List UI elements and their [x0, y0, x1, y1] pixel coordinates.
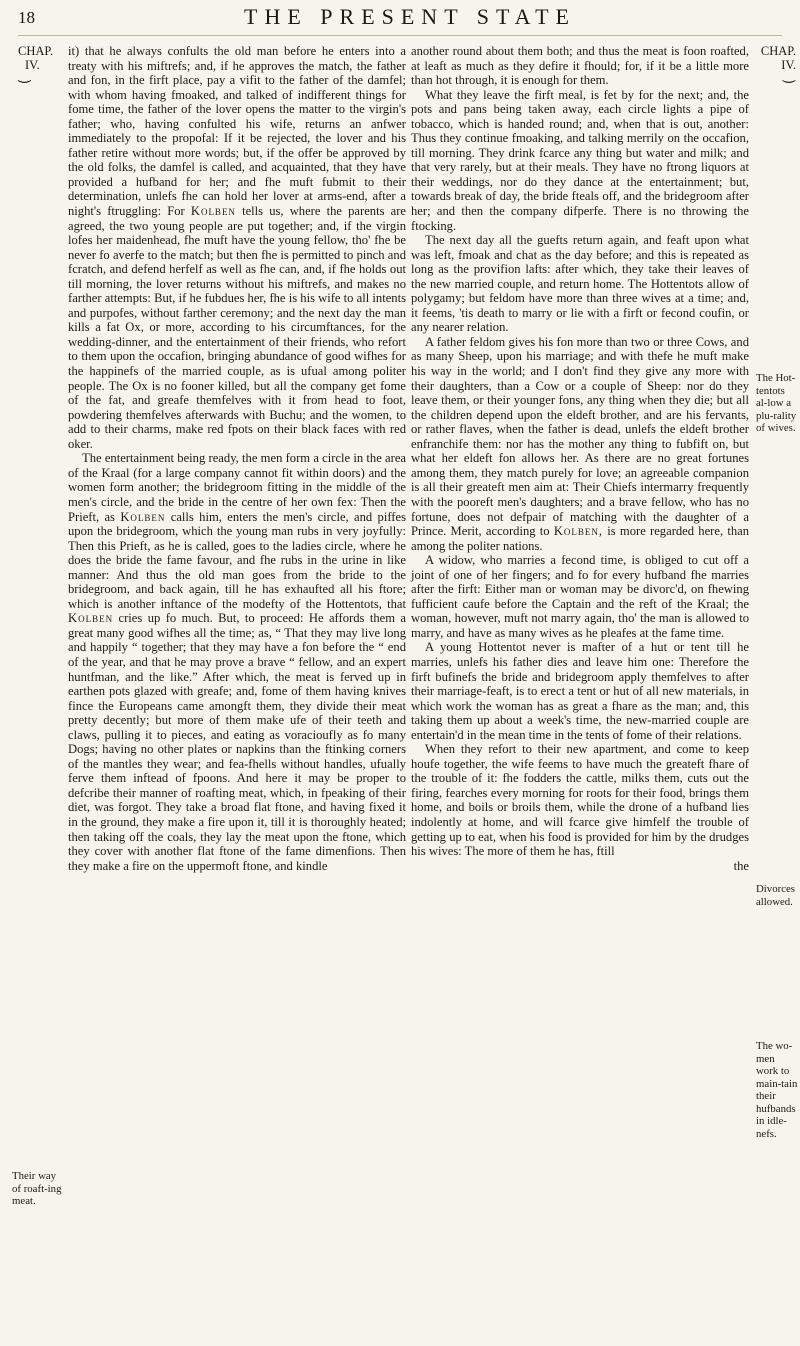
paragraph: When they refort to their new apartment, and come to keep houfe together, the wife feems to have much the greateft fhare of the trouble of it: fhe fodders the cattle, milks them, cuts out the firing, fearches every morning for roots for their food, brings them home, and boils or broils them, while the drone of a hufband lies indolently at home, and will fcarce give himfelf the trouble of getting up to eat, when his food is provided for him by the drudges his wives: The more of them he has, ftill: [411, 742, 749, 859]
margin-note-divorces: Divorces allowed.: [756, 883, 795, 908]
brace-icon: ⏝: [782, 68, 796, 83]
right-column: [411, 44, 749, 873]
paragraph: A father feldom gives his fon more than two or three Cows, and as many Sheep, upon his marriage; and with thefe he muft make his way in the world; and I don't find they give any more with their daughters, than a Cow or a couple of Sheep: nor do they leave them, or their younger fons, any thing when they die; but all the children depend upon the eldeft brother, and are his fervants, or rather flaves, when the father is dead, unlefs the eldeft brother enfranchife them: nor has the mother any thing to fubfift on, but what her eldeft fon allows her. As there are no great fortunes among them, they match purely for love; an agreeable companion is all their greateft men aim at: Their Chiefs intermarry frequently with the pooreft men's daughters; and a brave fellow, who has no fortune, does not defpair of matching with the daughter of a Prince. Merit, according to Kolben, is more regarded here, than among the politer nations.: [411, 334, 750, 553]
chapter-label: CHAP.: [760, 44, 796, 58]
paragraph: it) that he always confults the old man before he enters into a treaty with his miftrefs; and, if he approves the match, the father and fon, in the firft place, pay a vifit to the father of the damfel; with whom having fmoaked, and talked of indifferent things for fome time, the father of the lover opens the matter to the virgin's father; who, having confulted his wife, returns an anfwer immediately to the propofal: If it be rejected, the lover and his father retire without more words; but, if the offer be approved by the old folks, the damfel is called, and acquainted, that they have provided a hufband for her; and fhe muft fubmit to their determination, unlefs fhe can hold her lover at arms-end, after a night's ftruggling: For Kolben tells us, where the parents are agreed, the two young people are put together; and, if the virgin lofes her maidenhead, fhe muft have the young fellow, tho' fhe be never fo averfe to the match; but then fhe is permitted to pinch and fcratch, and defend herfelf as well as fhe can, and, if fhe holds out till morning, the lover returns without his miftrefs, and makes no farther attempts: But, if he fubdues her, fhe is his wife to all intents and purpofes, without farther ceremony; and the next day the man kills a fat Ox, or more, according to his circumftances, for the wedding-dinner, and the entertainment of their friends, who refort to them upon the occafion, bringing abundance of good wifhes for the happinefs of the married couple, as is ufual among politer people. The Ox is no fooner killed, but all the company get fome of the fat, and greafe themfelves with it from head to foot, powdering themfelves afterwards with Buchu; and the women, to add to their charms, make red fpots on their black faces with red oker.: [68, 44, 406, 451]
page-number: 18: [18, 8, 35, 27]
paragraph: What they leave the firft meal, is fet by for the next; and, the pots and pans being taken away, each circle lights a pipe of tobacco, which is handed round; and, when that is out, another: Thus they continue fmoaking, and talking merrily on the occafion, till morning. They drink fcarce any thing but water and milk; and that very rarely, but at their meals. They have no ftrong liquors at their weddings, nor do they dance at the entertainment; but, towards break of day, the bride fteals off, and the bridegroom after her; and then the company difperfe. There is no throwing the ftocking.: [411, 87, 749, 233]
author-name: Kolben: [190, 204, 236, 219]
author-name: Kolben: [68, 611, 114, 626]
margin-note-polygamy: The Hot-tentots al-low a plu-rality of wives.: [756, 372, 797, 434]
author-name: Kolben: [120, 509, 166, 524]
chapter-number: IV.: [25, 58, 40, 72]
chapter-marker-right: [756, 44, 796, 83]
paragraph: A widow, who marries a fecond time, is obliged to cut off a joint of one of her fingers; and fo for every hufband fhe marries after the firft: Either man or woman may be divorc'd, on fhewing fufficient caufe before the Captain and the reft of the Kraal; the woman, however, muft not marry again, tho' the man is allowed to marry, and have as many wives as he pleafes at the fame time.: [411, 553, 749, 640]
catchword: the: [733, 858, 749, 873]
chapter-label: CHAP.: [18, 44, 54, 58]
margin-note-roasting: Their way of roaft-ing meat.: [12, 1170, 62, 1207]
header-rule: [18, 35, 782, 36]
chapter-number: IV.: [781, 58, 796, 72]
paragraph: The next day all the guefts return again, and feaft upon what was left, fmoak and chat as the day before; and this is repeated as long as the provifion lafts: after which, they take their leaves of the new married couple, and return home. The Hottentots allow of polygamy; but feldom have more than three wives at a time; and, it feems, 'tis death to marry or lie with a firft or fecond coufin, or any nearer relation.: [411, 233, 749, 335]
paragraph: The entertainment being ready, the men form a circle in the area of the Kraal (for a large company cannot fit within doors) and the women form another; the bridegroom fitting in the middle of the men's circle, and the bride in the centre of her own fex: Then the Prieft, as Kolben calls him, enters the men's circle, and piffes upon the bridegroom, which the young man rubs in very joyfully: Then this Prieft, as he is called, goes to the ladies circle, where he does the bride the fame favour, and fhe rubs in the urine in like manner: And thus the old man goes from the bride to the bridegroom, and back again, till he has exhaufted all his ftore; which is another inftance of the modefty of the Hottentots, that Kolben cries up fo much. But, to proceed: He affords them a great many good wifhes all the time; as, “ That they may live long and happily “ together; that they may have a fon before the “ end of the year, and that he may prove a brave “ fellow, and an expert huntfman, and the like.” After which, the meat is ferved up in earthen pots glazed with greafe; and, fome of them having knives fince the Europeans came amongft them, they divide their meat pretty decently; but more of them make ufe of their teeth and claws, pulling it to pieces, and eating as voracioufly as fo many Dogs; having no other plates or napkins than the ftinking corners of the mantles they wear; and fea-fhells without handles, ufually ferve them inftead of fpoons. And here it may be proper to defcribe their manner of roafting meat, which, in fpeaking of their diet, was forgot. They take a broad flat ftone, and having fixed it in the ground, they make a fire upon it, till it is thoroughly heated; then taking off the coals, they lay the meat upon the ftone, which they cover with another flat ftone of the fame dimenfions. Then they make a fire on the uppermoft ftone, and kindle: [68, 451, 406, 873]
chapter-marker-left: [18, 44, 72, 83]
paragraph: A young Hottentot never is mafter of a hut or tent till he marries, unlefs his father dies and leave him one: Therefore the firft bufinefs the bride and bridegroom apply themfelves to after their marriage-feaft, is to erect a tent or hut of all new materials, in which work the woman has as great a fhare as the man; and, this taking them up about a week's time, the new-married couple are entertain'd in the mean time in the tents of fome of their relations.: [411, 640, 749, 742]
brace-icon: ⏝: [18, 68, 32, 83]
left-column: [68, 44, 406, 873]
margin-note-women: The wo-men work to main-tain their hufbands in idle-nefs.: [756, 1040, 798, 1140]
paragraph: another round about them both; and thus the meat is foon roafted, at leaft as much as they defire it fhould; for, if it be a little more than hot through, it is enough for them.: [411, 44, 749, 88]
running-title: THE PRESENT STATE: [244, 4, 576, 29]
author-name: Kolben,: [553, 524, 604, 539]
